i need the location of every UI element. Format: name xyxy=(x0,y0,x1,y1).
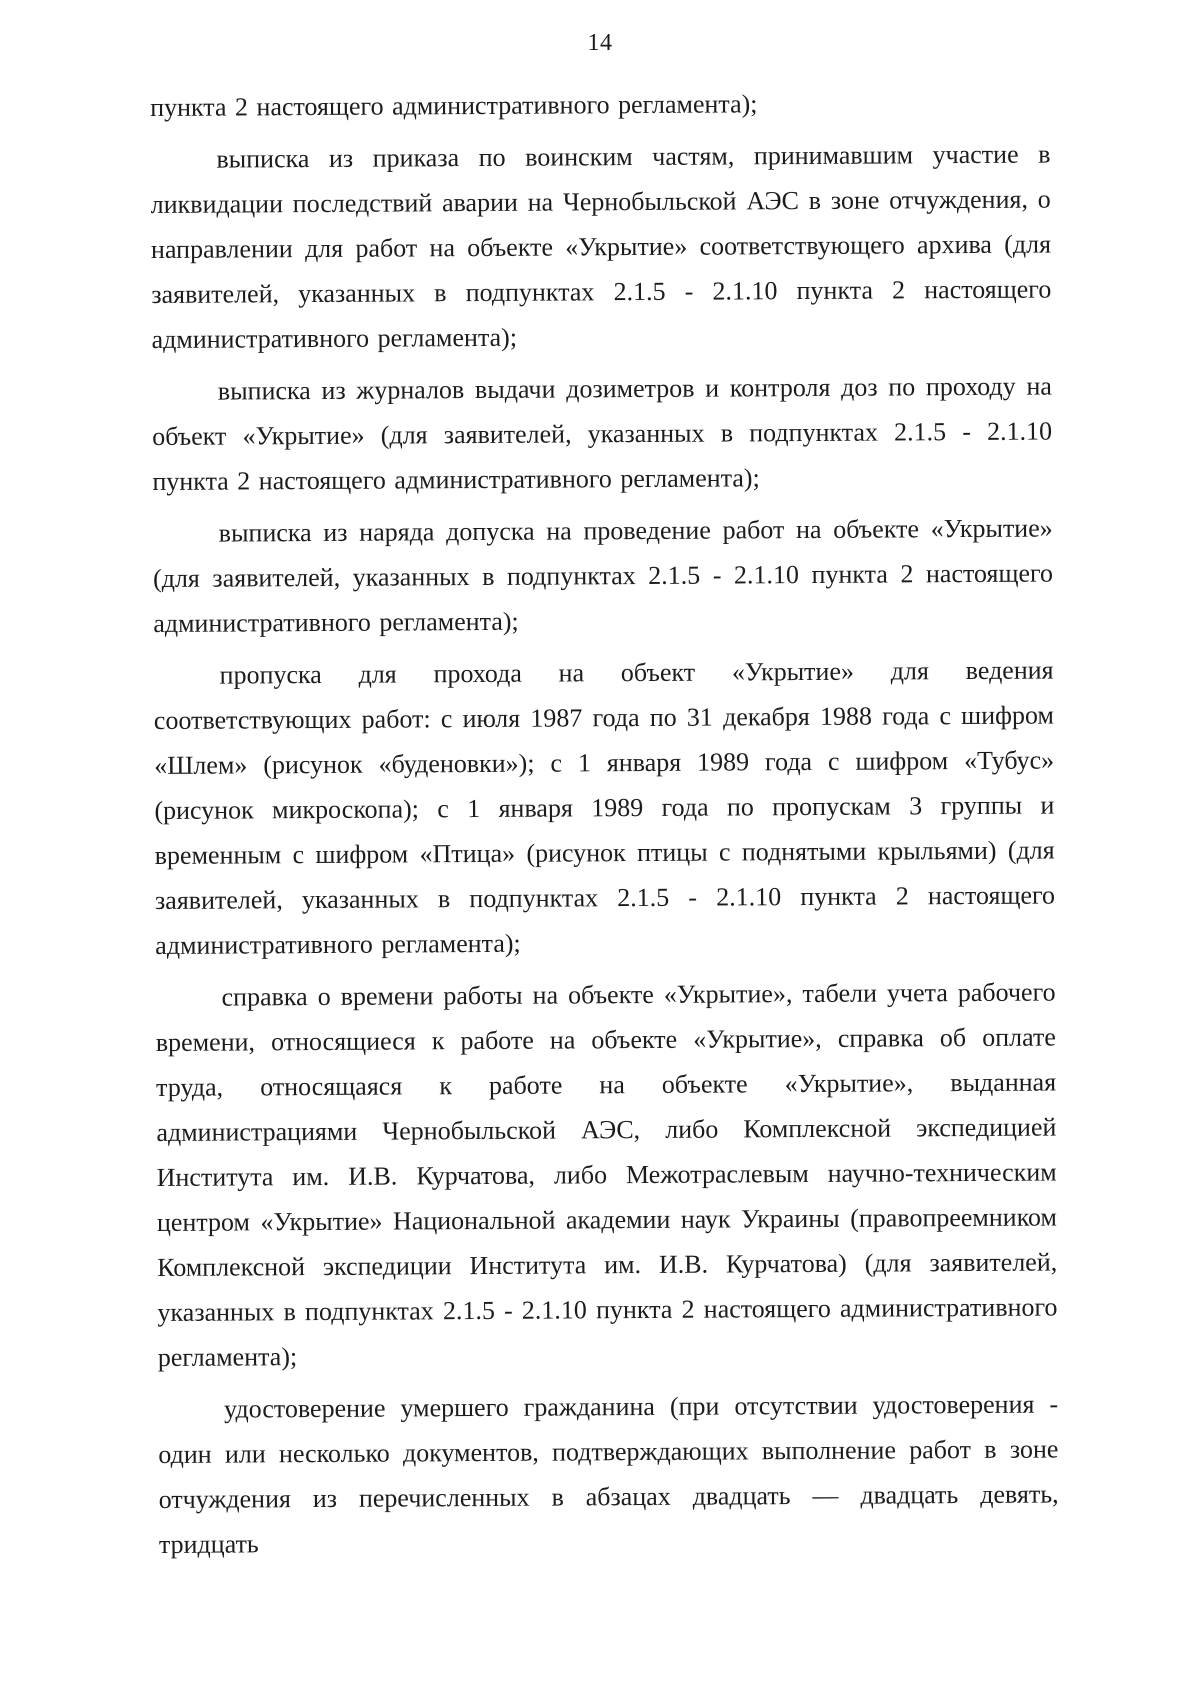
paragraph-work-permit: выписка из наряда допуска на проведение работ на объекте «Укрытие» (для заявителей, указанных в подпунктах 2.1.5 - 2.1.10 пункта 2 настоящего административного регламента); xyxy=(152,513,1054,638)
paragraph-passes: пропуска для прохода на объект «Укрытие» для ведения соответствующих работ: с июля 1987 года по 31 декабря 1988 года с шифром «Шлем» (рисунок «буденовки»); с 1 января 1989 года с шифром «Тубус» (рисунок микроскопа); с 1 января 1989 года по пропускам 3 группы и временным с шифром «Птица» (рисунок птицы с поднятыми крыльями) (для заявителей, указанных в подпунктах 2.1.5 - 2.1.10 пункта 2 настоящего административного регламента); xyxy=(153,655,1056,960)
document-body xyxy=(150,80,1059,1574)
paragraph-continuation: пункта 2 настоящего административного регламента); xyxy=(150,89,758,122)
page-number: 14 xyxy=(587,30,613,56)
paragraph-order-extract: выписка из приказа по воинским частям, принимавшим участие в ликвидации последствий аварии на Чернобыльской АЭС в зоне отчуждения, о направлении для работ на объекте «Укрытие» соответствующего архива (для заявителей, указанных в подпунктах 2.1.5 - 2.1.10 пункта 2 настоящего административного регламента); xyxy=(150,139,1052,354)
paragraph-deceased-certificate: удостоверение умершего гражданина (при отсутствии удостоверения - один или несколько документов, подтверждающих выполнение работ в зоне отчуждения из перечисленных в абзацах двадцать — двадцать девять, тридцать xyxy=(158,1389,1059,1559)
paragraph-work-time-certificate: справка о времени работы на объекте «Укрытие», табели учета рабочего времени, относящиеся к работе на объекте «Укрытие», справка об оплате труда, относящаяся к работе на объекте «Укрытие», выданная администрациями Чернобыльской АЭС, либо Комплексной экспедицией Института им. И.В. Курчатова, либо Межотраслевым научно-техническим центром «Укрытие» Национальной академии наук Украины (правопреемником Комплексной экспедиции Института им. И.В. Курчатова) (для заявителей, указанных в подпунктах 2.1.5 - 2.1.10 пункта 2 настоящего административного регламента); xyxy=(155,977,1058,1372)
paragraph-dosimeter-journal: выписка из журналов выдачи дозиметров и контроля доз по проходу на объект «Укрытие» (для заявителей, указанных в подпунктах 2.1.5 - 2.1.10 пункта 2 настоящего административного регламента); xyxy=(152,371,1053,496)
